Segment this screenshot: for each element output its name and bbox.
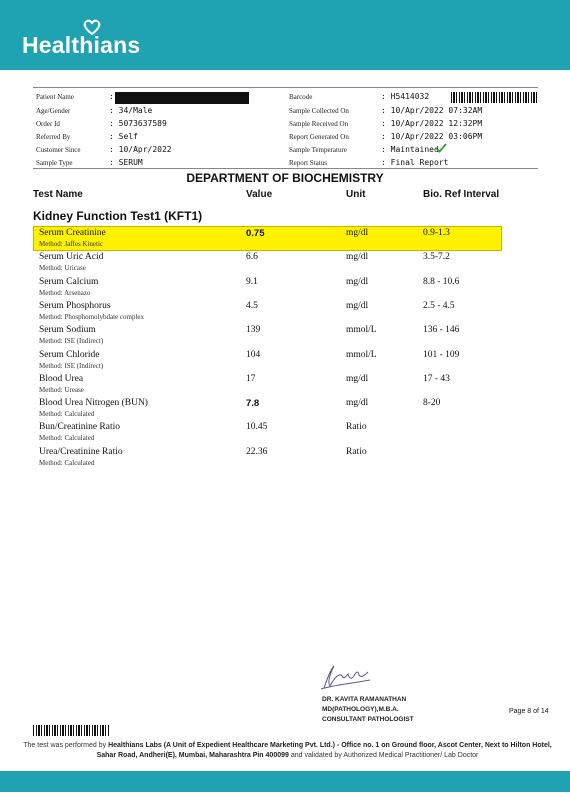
- test-method: Method: Calculated: [39, 434, 95, 443]
- redacted-patient-name: [115, 92, 249, 104]
- table-row: [0, 277, 570, 301]
- label-report-status: Report Status: [289, 159, 327, 167]
- test-unit: mg/dl: [346, 373, 369, 384]
- test-unit: Ratio: [346, 422, 367, 433]
- test-unit: mmol/L: [346, 349, 377, 360]
- table-row: [0, 447, 570, 471]
- label-report-generated: Report Generated On: [289, 133, 349, 141]
- signature-image: [318, 662, 378, 692]
- test-name: Serum Uric Acid: [39, 252, 104, 263]
- label-sample-type: Sample Type: [36, 159, 73, 167]
- section-title: Kidney Function Test1 (KFT1): [33, 209, 203, 223]
- test-name: Serum Creatinine: [39, 228, 106, 238]
- label-patient-name: Patient Name: [36, 93, 74, 101]
- test-value: 0.75: [246, 228, 265, 239]
- test-method: Method: Jaffes Kinetic: [39, 240, 104, 248]
- test-method: Method: ISE (Indirect): [39, 361, 104, 370]
- table-row: [0, 398, 570, 422]
- department-title: DEPARTMENT OF BIOCHEMISTRY: [186, 171, 384, 185]
- table-row: [0, 301, 570, 325]
- value-report-status: : Final Report: [381, 158, 449, 167]
- footer-post: and validated by Authorized Medical Practitioner/ Lab Doctor: [288, 752, 479, 759]
- test-method: Method: Urease: [39, 385, 84, 394]
- label-order-id: Order Id: [36, 120, 60, 128]
- test-unit: mg/dl: [346, 252, 369, 263]
- footer-note: [15, 741, 560, 761]
- label-referred-by: Referred By: [36, 133, 71, 141]
- test-name: Serum Calcium: [39, 276, 99, 287]
- test-method: Method: Arsenazo: [39, 288, 91, 297]
- test-ref-interval: 136 - 146: [423, 325, 460, 336]
- doctor-title: CONSULTANT PATHOLOGIST: [322, 716, 414, 723]
- table-row: [0, 325, 570, 349]
- test-value: 9.1: [246, 276, 258, 287]
- test-unit: mg/dl: [346, 300, 369, 311]
- header-bar: [0, 0, 570, 70]
- value-sample-collected: : 10/Apr/2022 07:32AM: [381, 106, 483, 115]
- table-row: [0, 350, 570, 374]
- table-row: [0, 228, 570, 252]
- column-header-ref: Bio. Ref Interval: [423, 189, 500, 200]
- table-row: [0, 374, 570, 398]
- column-header-value: Value: [246, 189, 273, 200]
- footer-barcode-image: [33, 725, 109, 736]
- test-name: Serum Sodium: [39, 325, 96, 336]
- test-value: 7.8: [246, 398, 260, 410]
- label-age-gender: Age/Gender: [36, 107, 71, 115]
- test-unit: Ratio: [346, 446, 367, 457]
- test-ref-interval: 101 - 109: [423, 349, 460, 360]
- test-unit: mg/dl: [346, 228, 369, 238]
- test-name: Serum Phosphorus: [39, 300, 111, 311]
- colon: :: [109, 92, 114, 101]
- test-unit: mg/dl: [346, 398, 369, 409]
- value-age-gender: : 34/Male: [109, 106, 153, 115]
- test-value: 6.6: [246, 252, 258, 263]
- table-row: [0, 422, 570, 446]
- doctor-name: DR. KAVITA RAMANATHAN: [322, 696, 407, 703]
- test-name: Blood Urea: [39, 373, 84, 384]
- footer-bar: [0, 771, 570, 792]
- value-sample-received: : 10/Apr/2022 12:32PM: [381, 119, 483, 128]
- table-row: [0, 252, 570, 276]
- test-value: 4.5: [246, 300, 258, 311]
- test-ref-interval: 8.8 - 10.6: [423, 276, 460, 287]
- test-value: 22.36: [246, 446, 268, 457]
- test-method: Method: Phosphomolybdate complex: [39, 312, 144, 321]
- test-ref-interval: 17 - 43: [423, 373, 450, 384]
- column-header-unit: Unit: [346, 189, 366, 200]
- value-order-id: : 5073637589: [109, 119, 167, 128]
- doctor-degree: MD(PATHOLOGY),M.B.A.: [322, 706, 399, 713]
- column-header-test: Test Name: [33, 189, 83, 200]
- brand-logo-text: Healthians: [22, 32, 141, 58]
- test-name: Urea/Creatinine Ratio: [39, 446, 123, 457]
- label-sample-temperature: Sample Temperature: [289, 146, 347, 154]
- value-sample-type: : SERUM: [109, 158, 143, 167]
- test-value: 139: [246, 325, 261, 336]
- test-unit: mmol/L: [346, 325, 377, 336]
- test-ref-interval: 8-20: [423, 398, 441, 409]
- label-customer-since: Customer Since: [36, 146, 81, 154]
- value-sample-temperature: : Maintained: [381, 145, 439, 154]
- value-customer-since: : 10/Apr/2022: [109, 145, 172, 154]
- test-name: Blood Urea Nitrogen (BUN): [39, 398, 148, 409]
- label-sample-received: Sample Received On: [289, 120, 349, 128]
- test-ref-interval: 0.9-1.3: [423, 228, 450, 238]
- test-ref-interval: 2.5 - 4.5: [423, 300, 455, 311]
- test-value: 17: [246, 373, 256, 384]
- test-name: Serum Chloride: [39, 349, 100, 360]
- test-unit: mg/dl: [346, 276, 369, 287]
- page-number: Page 8 of 14: [509, 708, 549, 715]
- value-report-generated: : 10/Apr/2022 03:06PM: [381, 132, 483, 141]
- test-ref-interval: 3.5-7.2: [423, 252, 450, 263]
- test-value: 10.45: [246, 422, 268, 433]
- barcode-image: [451, 92, 537, 103]
- test-method: Method: Calculated: [39, 458, 95, 467]
- label-barcode: Barcode: [289, 93, 313, 101]
- test-name: Bun/Creatinine Ratio: [39, 422, 121, 433]
- label-sample-collected: Sample Collected On: [289, 107, 349, 115]
- test-method: Method: Calculated: [39, 410, 95, 419]
- checkmark-icon: [435, 143, 447, 153]
- test-method: Method: ISE (Indirect): [39, 337, 104, 346]
- test-value: 104: [246, 349, 261, 360]
- test-method: Method: Uricase: [39, 264, 86, 273]
- doctor-block: [322, 695, 414, 725]
- value-barcode: : H5414032: [381, 92, 430, 101]
- value-referred-by: : Self: [109, 132, 138, 141]
- footer-pre: The test was performed by: [23, 742, 109, 749]
- footer-lab: Healthians Labs (A Unit of Expedient Healthcare Marketing Pvt. Ltd.) - Office no. 1 on Ground floor, Ascot Center, Next to Hilton Hotel, Sahar Road, Andheri(E), Mumbai, Maharashtra Pin 400099: [96, 742, 552, 759]
